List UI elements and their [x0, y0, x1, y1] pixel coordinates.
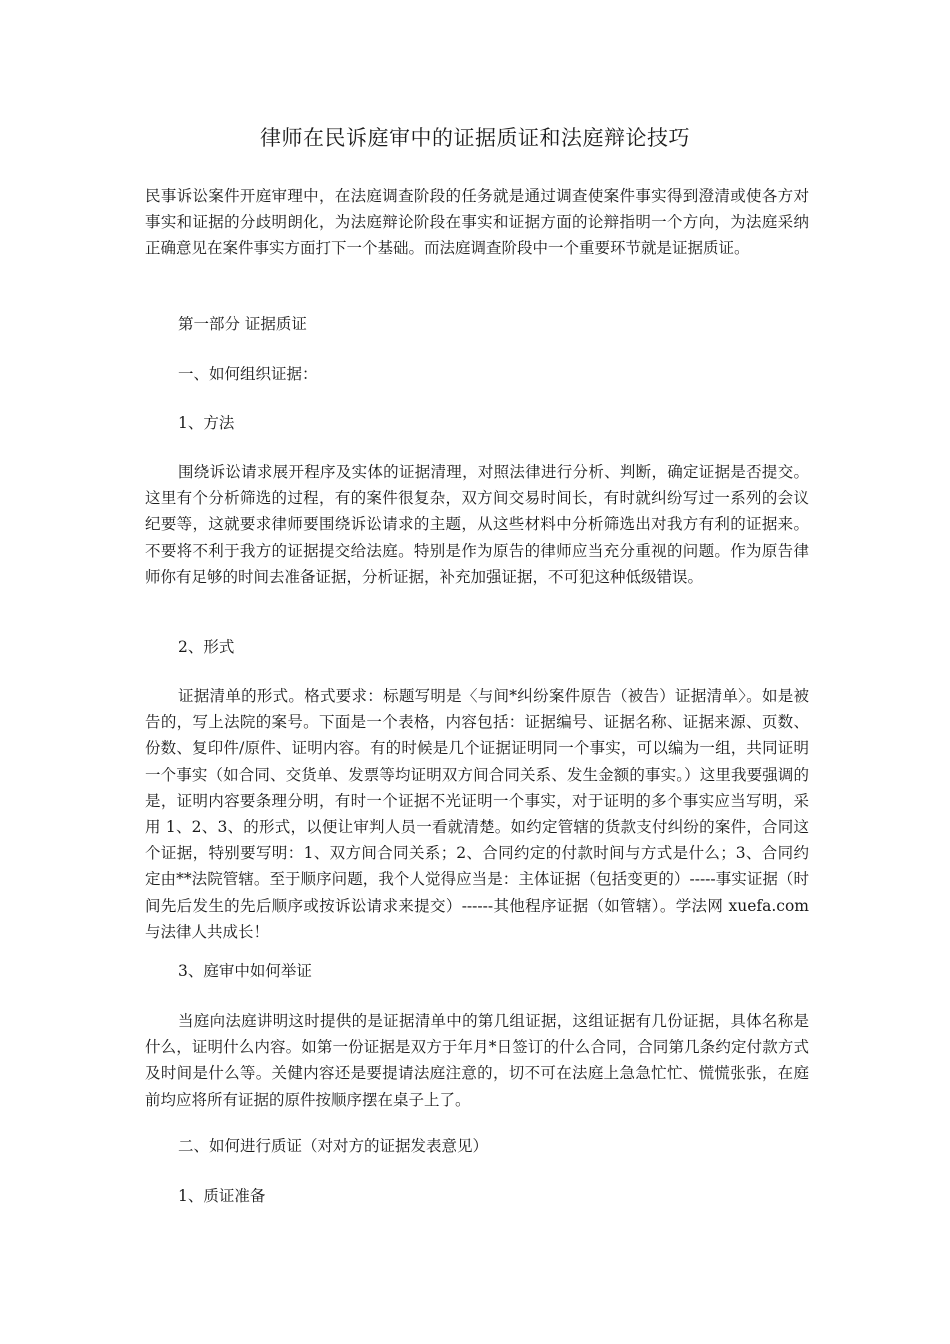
document-title: 律师在民诉庭审中的证据质证和法庭辩论技巧 — [260, 126, 690, 150]
item1-heading: 1、方法 — [178, 414, 235, 432]
item3-heading: 3、庭审中如何举证 — [178, 962, 312, 980]
part1-heading: 第一部分 证据质证 — [178, 315, 307, 333]
section1-heading: 一、如何组织证据： — [178, 365, 318, 383]
item3-paragraph: 当庭向法庭讲明这时提供的是证据清单中的第几组证据，这组证据有几份证据，具体名称是什么，证明什么内容。如第一份证据是双方于年月*日签订的什么合同，合同第几条约定付款方式及时间是什么等。关健内容还是要提请法庭注意的，切不可在法庭上急急忙忙、慌慌张张，在庭前均应将所有证据的原件按顺序摆在桌子上了。 — [145, 1012, 809, 1109]
intro-paragraph: 民事诉讼案件开庭审理中，在法庭调查阶段的任务就是通过调查使案件事实得到澄清或使各方对事实和证据的分歧明朗化，为法庭辩论阶段在事实和证据方面的论辩指明一个方向，为法庭采纳正确意见在案件事实方面打下一个基础。而法庭调查阶段中一个重要环节就是证据质证。 — [145, 187, 809, 258]
item2-paragraph: 证据清单的形式。格式要求：标题写明是〈与间*纠纷案件原告（被告）证据清单〉。如是被告的，写上法院的案号。下面是一个表格，内容包括：证据编号、证据名称、证据来源、页数、份数、复印件/原件、证明内容。有的时候是几个证据证明同一个事实，可以编为一组，共同证明一个事实（如合同、交货单、发票等均证明双方间合同关系、发生金额的事实。）这里我要强调的是，证明内容要条理分明，有时一个证据不光证明一个事实，对于证明的多个事实应当写明，采用 1、2、3、的形式，以便让审判人员一看就清楚。如约定管辖的货款支付纠纷的案件，合同这个证据，特别要写明：1、双方间合同关系；2、合同约定的付款时间与方式是什么；3、合同约定由**法院管辖。至于顺序问题，我个人觉得应当是：主体证据（包括变更的）-----事实证据（时间先后发生的先后顺序或按诉讼请求来提交）------其他程序证据（如管辖）。学法网 xuefa.com 与法律人共成长！ — [145, 687, 809, 941]
item4-heading: 1、质证准备 — [178, 1187, 266, 1205]
item1-paragraph: 围绕诉讼请求展开程序及实体的证据清理，对照法律进行分析、判断，确定证据是否提交。这里有个分析筛选的过程，有的案件很复杂，双方间交易时间长，有时就纠纷写过一系列的会议纪要等，这就要求律师要围绕诉讼请求的主题，从这些材料中分析筛选出对我方有利的证据来。不要将不利于我方的证据提交给法庭。特别是作为原告的律师应当充分重视的问题。作为原告律师你有足够的时间去准备证据，分析证据，补充加强证据，不可犯这种低级错误。 — [145, 463, 809, 586]
item2-heading: 2、形式 — [178, 638, 235, 656]
section2-heading: 二、如何进行质证（对对方的证据发表意见） — [178, 1137, 489, 1155]
